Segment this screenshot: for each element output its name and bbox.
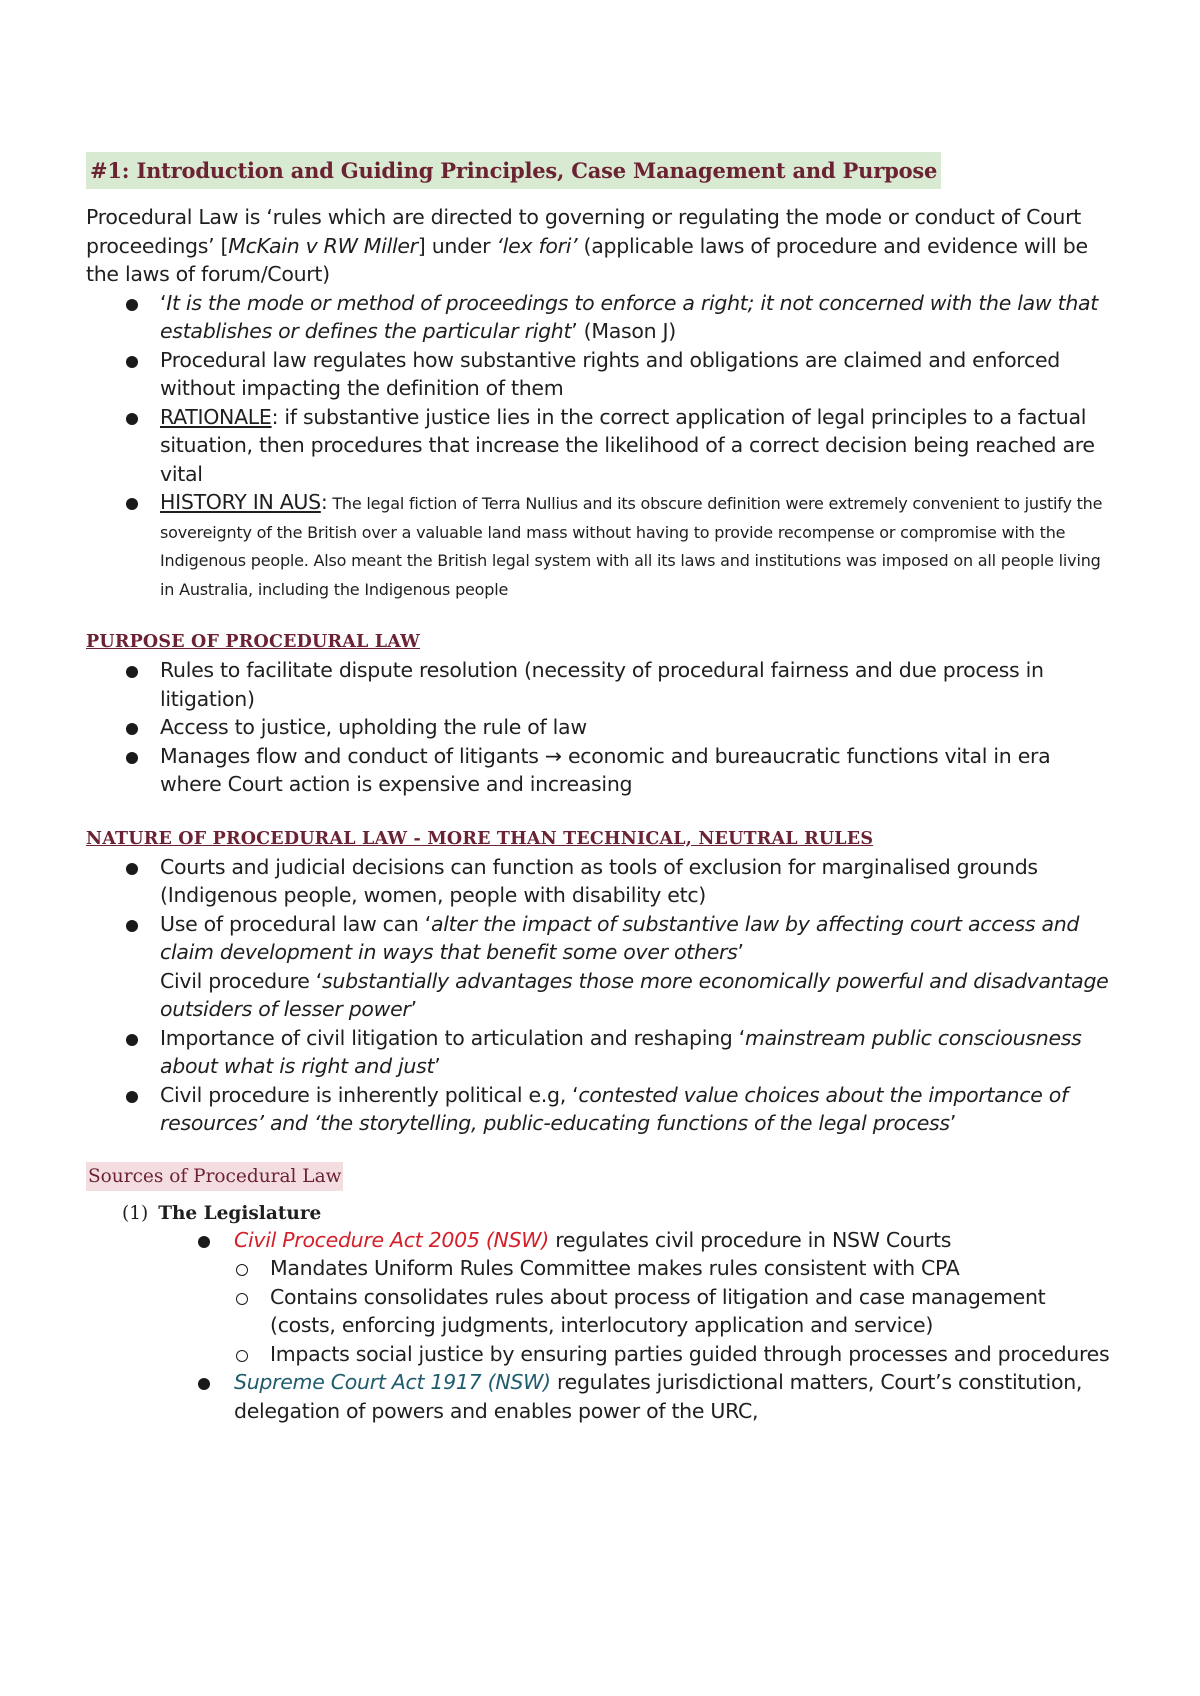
list-item: Mandates Uniform Rules Committee makes rules consistent with CPA [234,1254,1116,1283]
nature-list [86,853,1116,1138]
page-title: #1: Introduction and Guiding Principles, Case Management and Purpose [86,152,941,189]
list-item [86,1081,1116,1138]
list-item [86,403,1116,489]
rationale-text: : if substantive justice lies in the correct application of legal principles to a factual situation, then procedures that increase the likelihood of a correct decision being reached are vital [160,404,1095,486]
intro-paragraph [86,203,1116,289]
list-item: Manages flow and conduct of litigants → economic and bureaucratic functions vital in era where Court action is expensive and increasing [86,742,1116,799]
quote: alter the impact of substantive law by affecting court access and claim development in ways that benefit some over others [160,911,1080,964]
text: ’ [737,940,744,964]
list-item: Rules to facilitate dispute resolution (necessity of procedural fairness and due process in litigation) [86,656,1116,713]
cpa-act-name: Civil Procedure Act 2005 (NSW) [234,1227,549,1252]
list-item: Impacts social justice by ensuring parties guided through processes and procedures [234,1340,1116,1369]
list-item: Contains consolidates rules about process of litigation and case management (costs, enforcing judgments, interlocutory application and service) [234,1283,1116,1340]
legislation-list [86,1226,1116,1426]
rationale-label: RATIONALE [160,404,272,429]
cpa-sub-list [234,1254,1116,1368]
history-text: The legal fiction of Terra Nullius and its obscure definition were extremely convenient to justify the sovereignty of the British over a valuable land mass without having to provide recompense or compromise with the Indigenous people. Also meant the British legal system with all its laws and institutions was imposed on all people living in Australia, including the Indigenous people [160,494,1103,599]
intro-text-3: (applicable laws of procedure and evidence will be the laws of forum/Court) [86,233,1088,286]
text: ’ [949,1111,957,1135]
list-item [86,1226,1116,1369]
intro-bullet-list [86,289,1116,603]
quote: substantially advantages those more economically powerful and disadvantage outsiders of lesser power [160,968,1109,1021]
purpose-list [86,656,1116,799]
case-name: McKain v RW Miller [228,233,418,258]
quote: mainstream public consciousness about what is right and just [160,1025,1082,1078]
text: Civil procedure ‘ [160,968,322,993]
quote: contested value choices about the importance of resources’ and ‘the storytelling, public-educating functions of the legal process [160,1082,1068,1135]
sca-act-name: Supreme Court Act 1917 (NSW) [234,1370,551,1394]
lex-fori: ‘lex fori’ [496,233,578,258]
mason-quote: It is the mode or method of proceedings to enforce a right; it not concerned with the law that establishes or defines the particular right [160,290,1099,343]
quote-open: ‘ [160,290,167,315]
document-page [86,152,1116,1425]
sca-text: regulates jurisdictional matters, Court’s constitution, delegation of powers and enables power of the URC, [234,1370,1083,1423]
nature-heading: NATURE OF PROCEDURAL LAW - MORE THAN TECHNICAL, NEUTRAL RULES [86,828,874,849]
list-item [86,910,1116,1024]
list-item [86,289,1116,346]
cpa-text: regulates civil procedure in NSW Courts [548,1227,952,1252]
list-item [86,1024,1116,1081]
subheading-title: The Legislature [158,1202,322,1224]
bullet-text: Procedural law regulates how substantive rights and obligations are claimed and enforced without impacting the definition of them [160,347,1060,400]
purpose-heading: PURPOSE OF PROCEDURAL LAW [86,632,421,652]
sources-heading: Sources of Procedural Law [86,1162,343,1191]
history-label: HISTORY IN AUS [160,490,321,514]
list-item: Access to justice, upholding the rule of law [86,713,1116,742]
text: Use of procedural law can ‘ [160,911,432,936]
intro-text-2: ] under [417,233,497,258]
legislature-subheading [86,1203,1116,1224]
subheading-number: (1) [122,1202,149,1224]
history-colon: : [320,490,328,514]
text: Civil procedure is inherently political e.g, ‘ [160,1082,579,1107]
text: Importance of civil litigation to articulation and reshaping ‘ [160,1025,745,1050]
list-item [86,1368,1116,1425]
text: ’ [410,997,417,1021]
list-item [86,488,1116,602]
intro-text-1: Procedural Law is ‘rules which are directed to governing or regulating the mode or conduct of Court proceedings’ [ [86,205,1081,258]
list-item: Courts and judicial decisions can function as tools of exclusion for marginalised grounds (Indigenous people, women, people with disability etc) [86,853,1116,910]
text: ’ [434,1054,441,1078]
quote-attribution: ’ (Mason J) [571,319,676,343]
list-item [86,346,1116,403]
